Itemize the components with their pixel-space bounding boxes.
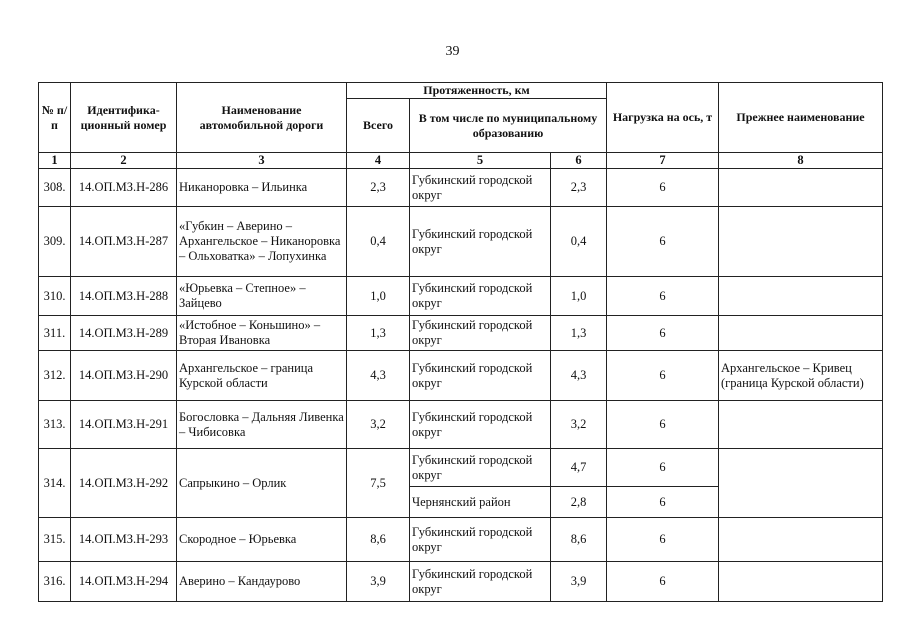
col-number: 7 [607, 153, 719, 169]
table-row [39, 351, 883, 401]
col-number: 6 [551, 153, 607, 169]
col-number: 8 [719, 153, 883, 169]
axle-load: 6 [607, 277, 719, 316]
length-part: 2,3 [551, 169, 607, 207]
col-number: 5 [410, 153, 551, 169]
axle-load: 6 [607, 401, 719, 449]
length-total: 1,0 [347, 277, 410, 316]
municipality: Губкинский городской округ [410, 277, 551, 316]
row-num: 311. [39, 316, 71, 351]
road-name: «Губкин – Аверино – Архангельское – Никаноровка – Ольховатка» – Лопухинка [177, 207, 347, 277]
row-num: 310. [39, 277, 71, 316]
road-name: Скородное – Юрьевка [177, 518, 347, 562]
col-number: 4 [347, 153, 410, 169]
length-total: 3,2 [347, 401, 410, 449]
axle-load: 6 [607, 207, 719, 277]
road-name: «Юрьевка – Степное» – Зайцево [177, 277, 347, 316]
table-row [39, 449, 883, 487]
length-part: 1,3 [551, 316, 607, 351]
previous-name [719, 277, 883, 316]
row-num: 309. [39, 207, 71, 277]
road-id: 14.ОП.МЗ.Н-294 [71, 562, 177, 602]
length-part: 3,9 [551, 562, 607, 602]
road-name: Архангельское – граница Курской области [177, 351, 347, 401]
previous-name [719, 401, 883, 449]
road-id: 14.ОП.МЗ.Н-293 [71, 518, 177, 562]
municipality: Губкинский городской округ [410, 401, 551, 449]
length-part: 4,3 [551, 351, 607, 401]
road-id: 14.ОП.МЗ.Н-288 [71, 277, 177, 316]
header-total: Всего [347, 99, 410, 153]
axle-load: 6 [607, 169, 719, 207]
road-name: Сапрыкино – Орлик [177, 449, 347, 518]
header-load: Нагрузка на ось, т [607, 83, 719, 153]
previous-name [719, 207, 883, 277]
row-num: 312. [39, 351, 71, 401]
municipality: Губкинский городской округ [410, 449, 551, 487]
header-prev: Прежнее наименование [719, 83, 883, 153]
axle-load: 6 [607, 518, 719, 562]
table-row [39, 518, 883, 562]
road-name: «Истобное – Коньшино» – Вторая Ивановка [177, 316, 347, 351]
length-part: 0,4 [551, 207, 607, 277]
previous-name [719, 449, 883, 518]
table-row [39, 169, 883, 207]
road-name: Никаноровка – Ильинка [177, 169, 347, 207]
length-part: 8,6 [551, 518, 607, 562]
axle-load: 6 [607, 351, 719, 401]
road-id: 14.ОП.МЗ.Н-292 [71, 449, 177, 518]
axle-load: 6 [607, 316, 719, 351]
municipality: Губкинский городской округ [410, 207, 551, 277]
roads-table [38, 82, 883, 602]
row-num: 313. [39, 401, 71, 449]
previous-name [719, 562, 883, 602]
length-part: 3,2 [551, 401, 607, 449]
header-incl: В том числе по муниципальному образованию [410, 99, 607, 153]
axle-load: 6 [607, 487, 719, 518]
road-id: 14.ОП.МЗ.Н-287 [71, 207, 177, 277]
row-num: 314. [39, 449, 71, 518]
municipality: Губкинский городской округ [410, 562, 551, 602]
col-number: 1 [39, 153, 71, 169]
length-part: 4,7 [551, 449, 607, 487]
road-name: Богословка – Дальняя Ливенка – Чибисовка [177, 401, 347, 449]
municipality: Губкинский городской округ [410, 351, 551, 401]
length-total: 0,4 [347, 207, 410, 277]
previous-name [719, 518, 883, 562]
length-total: 8,6 [347, 518, 410, 562]
axle-load: 6 [607, 449, 719, 487]
table-row [39, 562, 883, 602]
municipality: Губкинский городской округ [410, 518, 551, 562]
header-length: Протяженность, км [347, 83, 607, 99]
road-name: Аверино – Кандаурово [177, 562, 347, 602]
row-num: 315. [39, 518, 71, 562]
table-row [39, 401, 883, 449]
municipality: Губкинский городской округ [410, 169, 551, 207]
header-num: № п/п [39, 83, 71, 153]
col-number: 3 [177, 153, 347, 169]
length-total: 4,3 [347, 351, 410, 401]
previous-name [719, 316, 883, 351]
road-id: 14.ОП.МЗ.Н-286 [71, 169, 177, 207]
length-part: 1,0 [551, 277, 607, 316]
table-row [39, 316, 883, 351]
municipality: Губкинский городской округ [410, 316, 551, 351]
col-number: 2 [71, 153, 177, 169]
header-id: Идентифика- ционный номер [71, 83, 177, 153]
row-num: 316. [39, 562, 71, 602]
page-number: 39 [445, 44, 460, 59]
road-id: 14.ОП.МЗ.Н-289 [71, 316, 177, 351]
header-name: Наименование автомобильной дороги [177, 83, 347, 153]
row-num: 308. [39, 169, 71, 207]
road-id: 14.ОП.МЗ.Н-290 [71, 351, 177, 401]
length-total: 2,3 [347, 169, 410, 207]
previous-name: Архангельское – Кривец (граница Курской области) [719, 351, 883, 401]
length-total: 3,9 [347, 562, 410, 602]
axle-load: 6 [607, 562, 719, 602]
previous-name [719, 169, 883, 207]
table-row [39, 277, 883, 316]
column-number-row [39, 153, 883, 169]
length-part: 2,8 [551, 487, 607, 518]
length-total: 7,5 [347, 449, 410, 518]
municipality: Чернянский район [410, 487, 551, 518]
table-row [39, 207, 883, 277]
road-id: 14.ОП.МЗ.Н-291 [71, 401, 177, 449]
length-total: 1,3 [347, 316, 410, 351]
